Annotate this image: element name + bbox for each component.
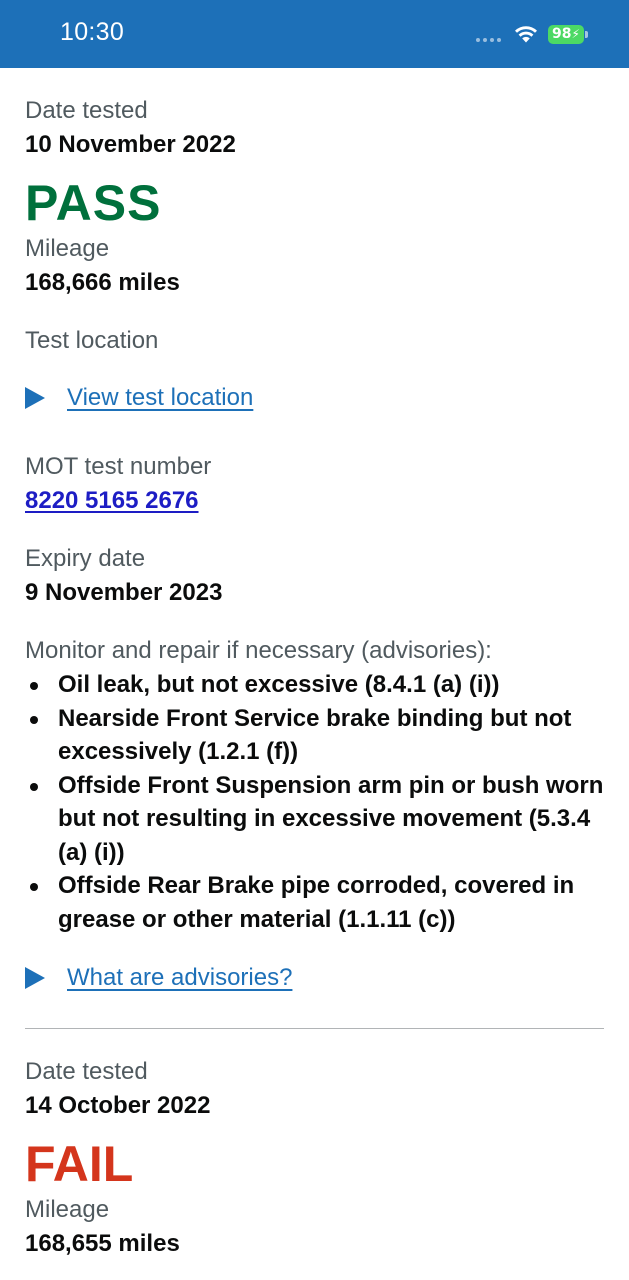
- triangle-right-icon: [25, 387, 45, 409]
- list-item: Offside Front Suspension arm pin or bush worn but not resulting in excessive movement (5.3.4 (a) (i)): [58, 769, 605, 870]
- test-result-pass: PASS: [25, 175, 162, 231]
- test-record-1: [25, 94, 605, 998]
- date-tested-label: Date tested: [25, 1058, 148, 1085]
- test-location-label: Test location: [25, 327, 159, 354]
- advisories-list: [25, 668, 605, 936]
- mot-test-number-link[interactable]: 8220 5165 2676: [25, 487, 199, 514]
- mileage-value: 168,666 miles: [25, 269, 180, 296]
- expiry-date-value: 9 November 2023: [25, 579, 223, 606]
- test-record-2: [25, 1055, 605, 1261]
- what-are-advisories-toggle[interactable]: [25, 958, 605, 998]
- signal-dots-icon: [476, 38, 501, 42]
- mileage-label: Mileage: [25, 1196, 110, 1223]
- expiry-date-label: Expiry date: [25, 545, 146, 572]
- list-item: Oil leak, but not excessive (8.4.1 (a) (i)): [58, 668, 605, 702]
- what-are-advisories-link[interactable]: What are advisories?: [67, 964, 293, 991]
- divider: [25, 1028, 604, 1029]
- date-tested-value: 10 November 2022: [25, 131, 236, 158]
- list-item: Nearside Front Service brake binding but not excessively (1.2.1 (f)): [58, 702, 605, 769]
- mileage-label: Mileage: [25, 235, 110, 262]
- view-test-location-link[interactable]: View test location: [67, 384, 254, 411]
- status-time: 10:30: [60, 18, 125, 46]
- advisories-label: Monitor and repair if necessary (advisories):: [25, 637, 492, 664]
- status-bar: [0, 0, 629, 68]
- battery-level: 98: [552, 26, 572, 42]
- battery-cap: [585, 31, 588, 38]
- mot-history-list: [25, 68, 605, 1261]
- triangle-right-icon: [25, 967, 45, 989]
- view-test-location-toggle[interactable]: [25, 378, 605, 418]
- test-result-fail: FAIL: [25, 1136, 134, 1192]
- mileage-value: 168,655 miles: [25, 1230, 180, 1257]
- date-tested-value: 14 October 2022: [25, 1092, 211, 1119]
- date-tested-label: Date tested: [25, 97, 148, 124]
- mot-test-number-label: MOT test number: [25, 453, 212, 480]
- battery-charging-icon: 98⚡: [548, 25, 584, 44]
- wifi-icon: [513, 24, 539, 44]
- list-item: Offside Rear Brake pipe corroded, covered in grease or other material (1.1.11 (c)): [58, 869, 605, 936]
